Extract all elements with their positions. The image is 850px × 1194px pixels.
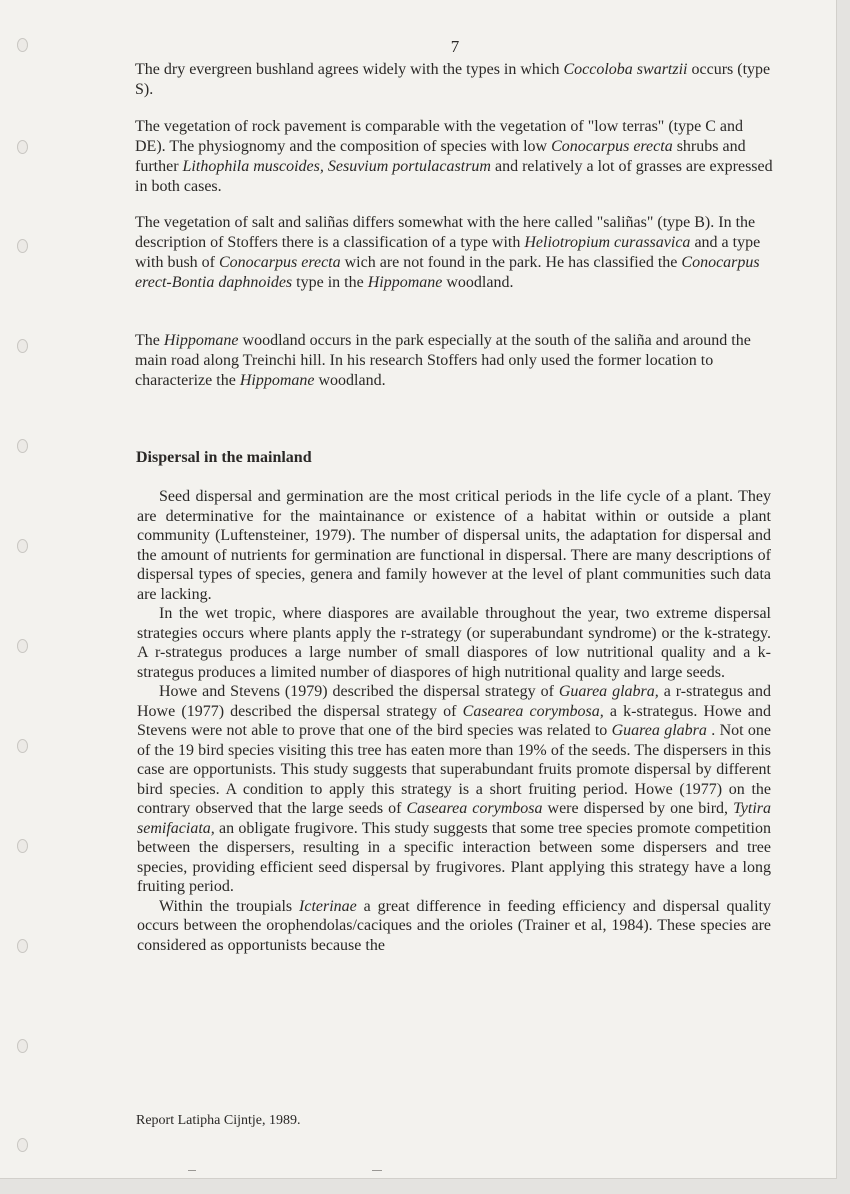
paragraph-rock-pavement: The vegetation of rock pavement is comparable with the vegetation of "low terras" (type C and DE). The physiognomy and the composition of species with low Conocarpus erecta shrubs and further Lithophila muscoides, Sesuvium portulacastrum and relatively a lot of grasses are expressed in both cases.	[135, 118, 773, 195]
page-number: 7	[450, 37, 460, 56]
section-heading: Dispersal in the mainland	[136, 449, 312, 466]
paragraph-bushland: The dry evergreen bushland agrees widely with the types in which Coccoloba swartzii occurs (type S).	[135, 61, 771, 98]
punch-hole	[17, 339, 28, 353]
scan-mark	[372, 1170, 382, 1171]
punch-hole	[17, 439, 28, 453]
footer-report: Report Latipha Cijntje, 1989.	[136, 1113, 301, 1128]
paragraph-hippomane: The Hippomane woodland occurs in the park especially at the south of the saliña and around the main road along Treinchi hill. In his research Stoffers had only used the former location to characterize the Hippomane woodland.	[135, 332, 751, 389]
punch-hole	[17, 1138, 28, 1152]
paragraph-salinas: The vegetation of salt and saliñas differs somewhat with the here called "saliñas" (type B). In the description of Stoffers there is a classification of a type with Heliotropium curassavica and a type with bush of Conocarpus erecta wich are not found in the park. He has classified the Conocarpus erect-Bontia daphnoides type in the Hippomane woodland.	[135, 214, 761, 291]
body-paragraph: Howe and Stevens (1979) described the dispersal strategy of Guarea glabra, a r-strategus and Howe (1977) described the dispersal strategy of Casearea corymbosa, a k-strategus. Howe and Stevens were not able to prove that one of the bird species was related to Guarea glabra . Not one of the 19 bird species visiting this tree has eaten more than 19% of the seeds. The dispersers in this case are opportunists. This study suggests that superabundant fruits promote dispersal by different bird species. A condition to apply this strategy is a short fruiting period. Howe (1977) on the contrary observed that the large seeds of Casearea corymbosa were dispersed by one bird, Tytira semifaciata, an obligate frugivore. This study suggests that some tree species promote competition between the dispersers, resulting in a specific interaction between some dispersers and tree species, providing efficient seed dispersal by frugivores. Plant applying this strategy have a long fruiting period.	[137, 683, 772, 895]
punch-hole	[17, 239, 28, 253]
punch-hole	[17, 140, 28, 154]
punch-hole	[17, 739, 28, 753]
scan-mark	[188, 1170, 196, 1171]
body-paragraph: Within the troupials Icterinae a great difference in feeding efficiency and dispersal quality occurs between the orophendolas/caciques and the orioles (Trainer et al, 1984). These species are considered as opportunists because the	[137, 897, 771, 954]
body-paragraph: In the wet tropic, where diaspores are available throughout the year, two extreme dispersal strategies occurs where plants apply the r-strategy (or superabundant syndrome) or the k-strategy. A r-strategus produces a large number of small diaspores of low nutritional quality and a k-strategus produces a limited number of diaspores of high nutritional quality and large seeds.	[137, 605, 771, 681]
punch-hole	[17, 639, 28, 653]
punch-hole	[17, 839, 28, 853]
body-paragraph: Seed dispersal and germination are the most critical periods in the life cycle of a plant. They are determinative for the maintainance or existence of a habitat within or outside a plant community (Luftensteiner, 1979). The number of dispersal units, the adaptation for dispersal and the amount of nutrients for germination are functional in dispersal. There are many descriptions of dispersal types of species, genera and family however at the level of plant communities such data are lacking.	[137, 488, 771, 603]
punch-hole	[17, 939, 28, 953]
dispersal-body	[137, 487, 771, 955]
punch-hole	[17, 539, 28, 553]
punch-hole	[17, 1039, 28, 1053]
